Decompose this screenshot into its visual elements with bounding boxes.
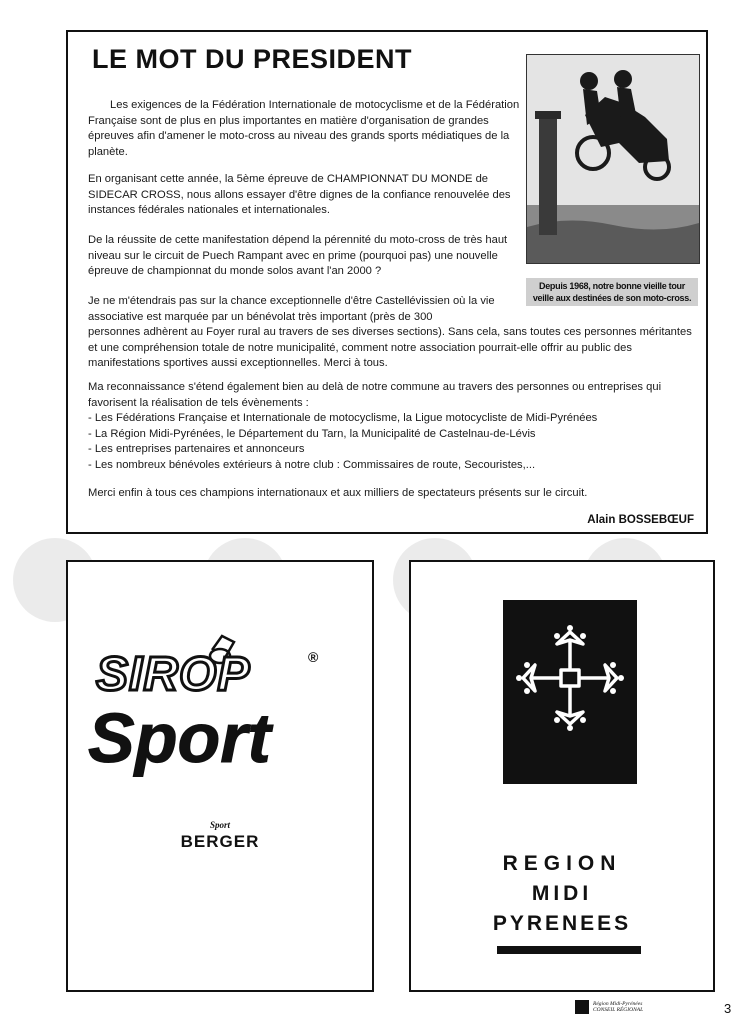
paragraph-volunteers-start: Je ne m'étendrais pas sur la chance exceptionnelle d'être Castellévissien où la vie associative est marquée par un bénévolat très important (près de 300 bbox=[88, 295, 495, 323]
paragraph-championship: En organisant cette année, la 5ème épreuve de CHAMPIONNAT DU MONDE de SIDECAR CROSS, nous allons essayer d'être dignes de la confiance renouvelée des instances fédérales nationales et internationales. bbox=[88, 173, 511, 216]
occitan-cross-emblem bbox=[503, 600, 637, 784]
paragraph-success: De la réussite de cette manifestation dépend la pérennité du moto-cross de très haut niveau sur le circuit de Puech Rampant avec en prime (pourquoi pas) une nouvelle épreuve de championnat du monde solos avant l'an 2000 ? bbox=[88, 234, 508, 277]
sport-logo-word: Sport bbox=[88, 699, 271, 777]
region-midi-pyrenees-advertisement bbox=[409, 560, 715, 992]
midi-line: MIDI bbox=[531, 882, 593, 905]
occitan-cross-icon bbox=[503, 600, 637, 784]
berger-brand: BERGER bbox=[180, 832, 260, 851]
pyrenees-line: PYRENEES bbox=[492, 912, 632, 935]
footer-region-logo bbox=[575, 1000, 643, 1014]
region-line: REGION bbox=[502, 852, 622, 875]
footer-logo-line2: CONSEIL RÉGIONAL bbox=[593, 1007, 644, 1013]
president-message-box bbox=[66, 30, 708, 534]
signature: Alain BOSSEBŒUF bbox=[587, 514, 694, 526]
list-item: - Les Fédérations Française et Internationale de motocyclisme, la Ligue motocycliste de Midi-Pyrénées bbox=[88, 412, 598, 424]
president-title: LE MOT DU PRESIDENT bbox=[92, 44, 413, 74]
list-item: - Les nombreux bénévoles extérieurs à notre club : Commissaires de route, Secouristes,... bbox=[88, 458, 536, 471]
page-number: 3 bbox=[724, 1001, 732, 1016]
footer-logo-line1: Région Midi-Pyrénées bbox=[593, 1001, 643, 1007]
region-underline-bar bbox=[497, 946, 641, 954]
acknowledgements-list bbox=[88, 411, 700, 473]
registered-mark: ® bbox=[308, 649, 319, 665]
paragraph-volunteers bbox=[88, 294, 700, 372]
region-cross-icon bbox=[575, 1000, 589, 1014]
sirop-sport-logo bbox=[86, 630, 356, 790]
sirop-logo-word: SIROP bbox=[96, 648, 251, 701]
list-item: - Les entreprises partenaires et annonceurs bbox=[88, 443, 305, 455]
acknowledgements bbox=[88, 380, 700, 473]
closing-paragraph: Merci enfin à tous ces champions internationaux et aux milliers de spectateurs présents sur le circuit. bbox=[88, 487, 588, 499]
acknowledgements-intro: Ma reconnaissance s'étend également bien au delà de notre commune au travers des personnes ou entreprises qui favorisent la réalisation de tels évènements : bbox=[88, 381, 662, 409]
sport-small-label: Sport bbox=[209, 820, 230, 830]
paragraph-volunteers-end: personnes adhèrent au Foyer rural au travers de ses diverses sections). Sans cela, sans toutes ces personnes méritantes et une compréhension totale de notre municipalité, comment notre association pourrait-elle offrir au public des manifestations sportives aussi exceptionnelles. Merci à tous. bbox=[88, 326, 692, 369]
sirop-sport-advertisement bbox=[66, 560, 374, 992]
tower-motocross-photo bbox=[526, 54, 700, 264]
intro-paragraph: Les exigences de la Fédération Internationale de motocyclisme et de la Fédération Française sont de plus en plus importantes en matière d'organisation de grandes épreuves afin d'amener le moto-cross au niveau des grands sports médiatiques de la planète. bbox=[88, 99, 520, 158]
photo-illustration bbox=[527, 55, 699, 263]
photo-caption: Depuis 1968, notre bonne vieille tour veille aux destinées de son moto-cross. bbox=[526, 278, 698, 306]
list-item: - La Région Midi-Pyrénées, le Département du Tarn, la Municipalité de Castelnau-de-Lévis bbox=[88, 427, 536, 440]
